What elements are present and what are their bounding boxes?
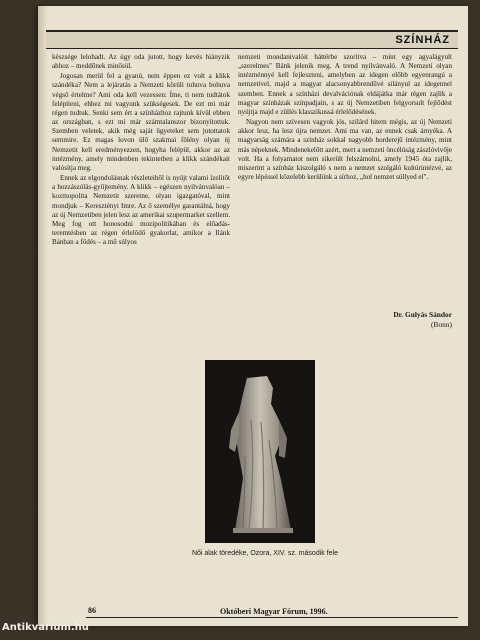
watermark: Antikvarium.hu [2, 622, 89, 633]
statue-photo [205, 360, 315, 543]
article-byline [238, 310, 452, 330]
figure-caption: Női alak töredéke, Ozora, XIV. sz. második fele [191, 550, 339, 557]
author-location: (Bonn) [431, 320, 452, 329]
page-fold [38, 6, 48, 626]
paragraph: Ennek az elgondolásnak részleteiből is nyújt valami ízelítőt a hozzászólás-gyűjtemény. A klikk – egészen nyilvánvalóan – kozmopolita Nemzetit szeretne, olyan igazgatóval, mint mondjuk – Keresztényi Imre. Az ő személye garantálná, hogy az új Nemzetiben jelen lesz az amerikai szupermarket szellem. Meg fog ott honosodni mozipolitikában és előadás-teremtésben az régen érlelődő gyakorlat, amikor a Ilánk Bánban a fődés – a mű súlyos [52, 174, 230, 247]
section-title: SZÍNHÁZ [395, 34, 450, 46]
paragraph: nemzeti mondanivalóit háttérbe szorítva – mint egy agyalágyult „szerelmes" Bánk jelenik meg. A trend nyilvánvaló. A Nemzeti olyan intézménnyé kell fejleszteni, amelyben az idegen előbb egyenrangú a nemzetivel, majd a magyar alacsonyabbrendűvé silányul az idegennel szemben. Ennek a színházi devalvációnak eldájátka már régen zajlik a magyar színházak színpadjain, s az új Nemzetiben felgyorsult fejlődést nyújtja majd e züllés klasszikussá érlelődésének. [238, 53, 452, 116]
article-right-column [238, 53, 452, 183]
author-name: Dr. Gulyás Sándor [393, 310, 452, 319]
journal-title: Októberi Magyar Fórum, 1996. [220, 607, 328, 616]
article-left-column [52, 53, 230, 248]
statue-fragment-image [205, 360, 315, 543]
page-number: 86 [88, 606, 96, 615]
footer-rule [86, 617, 458, 618]
paragraph: készsége lelohadt. Az úgy oda jutott, hogy kevés hiányzik ahhoz – meddőnek minősül. [52, 53, 230, 71]
section-header [46, 30, 458, 49]
paragraph: Nagyon nem szívesen vagyok jós, szilárd hitem mégis, az új Nemzeti akkor lesz, ha lesz újra nemzet. Ami ma van, az ennek csak árnyéka. A magyarság számára a színház sokkal nagyobb horderejű intézmény, mint más népeknek. Mindenekelőtt azért, mert a nemzeti öncélúság zászlóvivője volt. Ha a folyamatot nem sikerült felszámolni, amely 1945 óta zajlik, miszerint a színház kiszolgáló s nem a nemzet szolgáló kultúrintézvé, az egyre lépéssel közelebb kerülünk a sírhoz, „hol nemzet süllyed el". [238, 118, 452, 182]
paragraph: Jogosan merül fel a gyanú, nem éppen ez volt a klikk szándéka? Nem a lejáratás a Nemzeti körüli tohuva bohuva végső értelme? Ami oda kell vezessen: Íme, ti nem tudtátok felépíteni, ehhez mi vagyunk szükségesek. De ezt mi már régen tudtuk. Senki sem ért a színházhoz rajtunk kívül ebben az országban, s ezt mi már számtalanszor bizonyítottuk. Szemben veletek, akik még saját ügyeteket sem jutottatok semmire. Ez magas lovon ülő szakmai fölény olyan új Nemzetit kell eredményezzen, hogyha felépül, akkor az az intézmény, amely mindenben tekintetben a klikk szándékait valósítja meg. [52, 72, 230, 172]
